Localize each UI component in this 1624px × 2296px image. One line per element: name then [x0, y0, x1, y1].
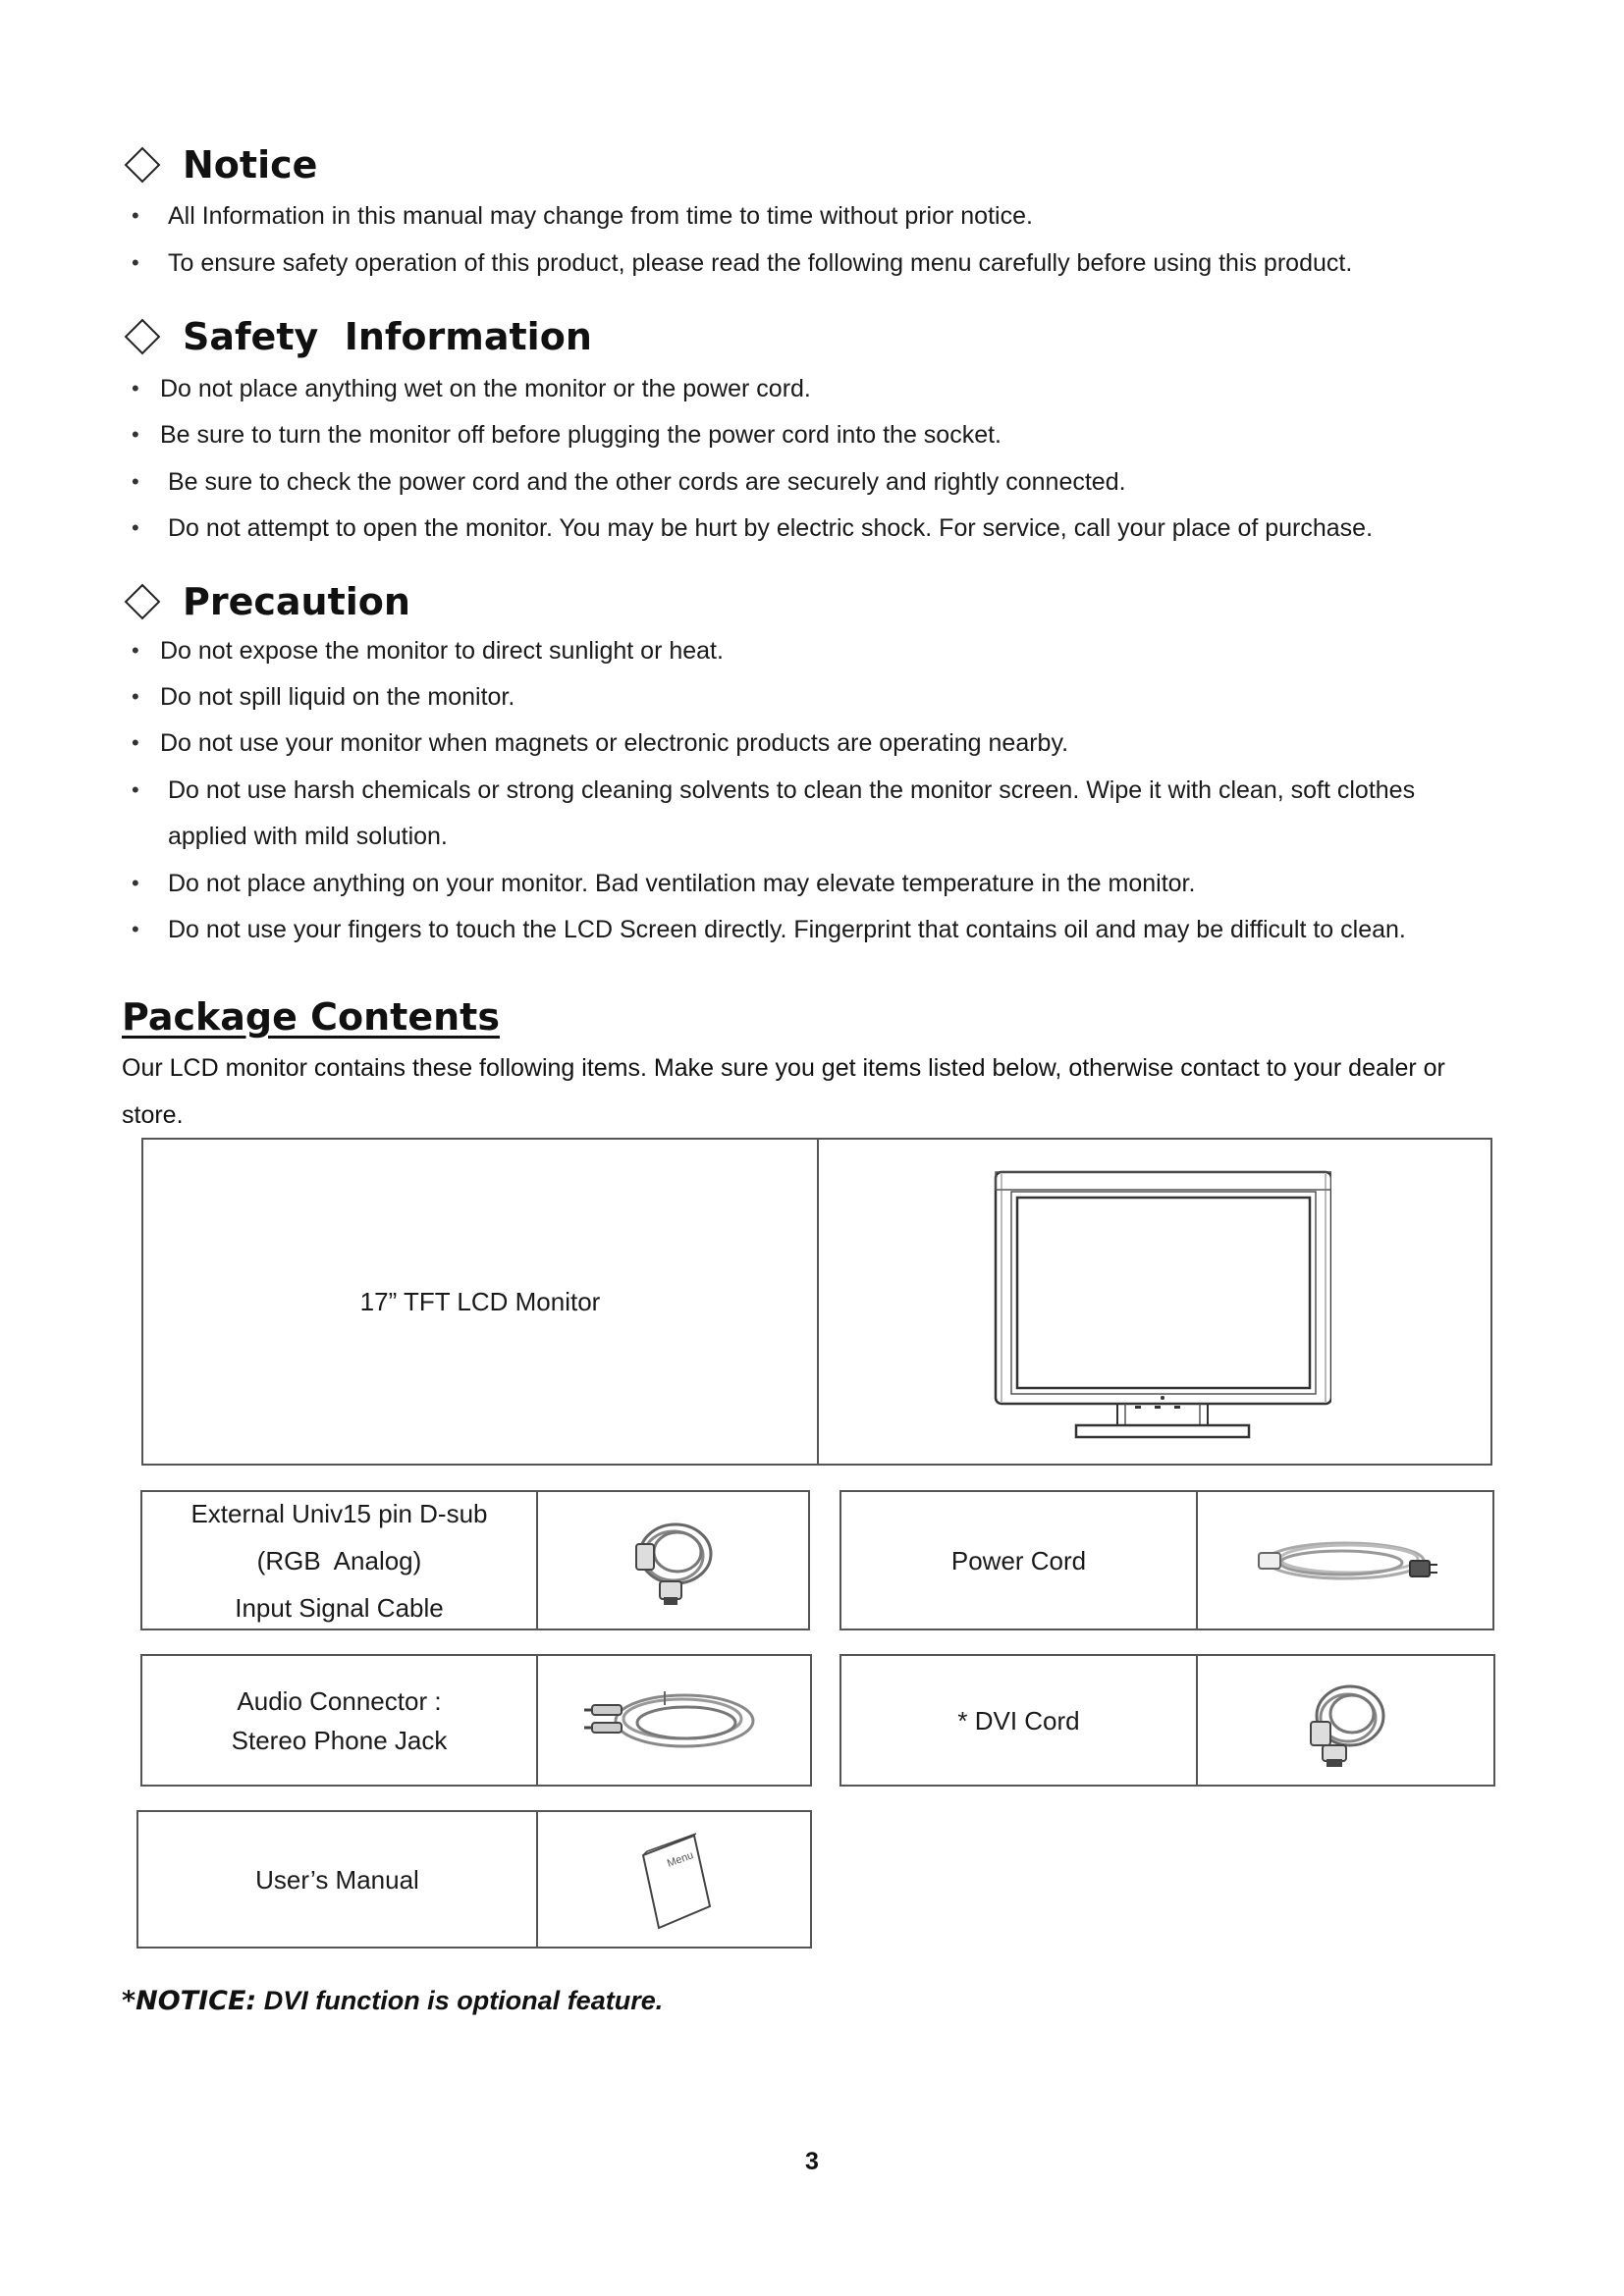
power-cord-image-cell [1198, 1492, 1492, 1629]
package-intro-line: Our LCD monitor contains these following items. Make sure you get items listed below, otherwise contact to your dealer or [122, 1054, 1445, 1082]
bullet-icon: • [132, 730, 139, 755]
precaution-item: Do not spill liquid on the monitor. [160, 683, 515, 711]
safety-item: Be sure to turn the monitor off before plugging the power cord into the socket. [160, 421, 1001, 449]
precaution-item: Do not use your fingers to touch the LCD Screen directly. Fingerprint that contains oil and may be difficult to clean. [168, 916, 1406, 943]
dvi-cord-image-cell [1198, 1656, 1493, 1785]
safety-item: Do not place anything wet on the monitor or the power cord. [160, 375, 811, 402]
package-intro-line: store. [122, 1101, 184, 1129]
precaution-item: Do not expose the monitor to direct sunlight or heat. [160, 637, 724, 665]
dsub-cable-label: Input Signal Cable [235, 1592, 444, 1623]
audio-connector-item-box [140, 1654, 812, 1787]
vga-cable-icon [615, 1507, 732, 1615]
bullet-icon: • [132, 376, 139, 400]
users-manual-label-cell [138, 1812, 536, 1947]
bullet-icon: • [132, 917, 139, 941]
bullet-icon: • [132, 638, 139, 663]
monitor-label-cell [143, 1140, 817, 1464]
power-cord-label-cell [841, 1492, 1196, 1629]
bullet-icon: • [132, 422, 139, 447]
precaution-item: Do not use harsh chemicals or strong cleaning solvents to clean the monitor screen. Wipe it with clean, soft clothes [168, 776, 1416, 804]
package-contents-title: Package Contents [122, 995, 500, 1039]
users-manual-image-cell [538, 1812, 810, 1947]
power-cord-label: Power Cord [950, 1545, 1087, 1575]
power-cord-item-box [839, 1490, 1494, 1630]
audio-connector-label: Audio Connector : [237, 1685, 442, 1716]
power-cord-icon [1247, 1512, 1443, 1610]
notice-item: To ensure safety operation of this product, please read the following menu carefully before using this product. [168, 249, 1353, 277]
notice-title: Notice [183, 143, 318, 187]
bullet-icon: • [132, 515, 139, 540]
precaution-item: Do not place anything on your monitor. Bad ventilation may elevate temperature in the monitor. [168, 870, 1196, 897]
dsub-cable-label: (RGB Analog) [256, 1545, 422, 1575]
safety-heading [122, 309, 592, 364]
dvi-cord-label-cell [841, 1656, 1196, 1785]
manual-cover-text: Menu [665, 1848, 695, 1870]
audio-connector-label-cell [142, 1656, 536, 1785]
notice-heading [122, 137, 317, 192]
dvi-cord-label: * DVI Cord [957, 1705, 1080, 1735]
monitor-image-cell [819, 1140, 1490, 1464]
notice-item: All Information in this manual may change from time to time without prior notice. [168, 202, 1033, 230]
dsub-cable-item-box [140, 1490, 810, 1630]
dsub-cable-image-cell [538, 1492, 808, 1629]
dvi-cord-item-box [839, 1654, 1495, 1787]
diamond-icon [125, 147, 161, 184]
notice-label: *NOTICE: [122, 1986, 257, 2016]
audio-connector-image-cell [538, 1656, 810, 1785]
bullet-icon: • [132, 250, 139, 275]
precaution-title: Precaution [183, 580, 410, 623]
notice-text: DVI function is optional feature. [256, 1986, 664, 2015]
safety-item: Be sure to check the power cord and the other cords are securely and rightly connected. [168, 468, 1126, 496]
users-manual-label: User’s Manual [255, 1864, 419, 1895]
dvi-optional-notice [122, 1986, 663, 2016]
audio-cable-icon [576, 1672, 773, 1770]
dsub-cable-label: External Univ15 pin D-sub [190, 1498, 488, 1528]
diamond-icon [125, 584, 161, 620]
lcd-monitor-icon [978, 1154, 1331, 1449]
monitor-label: 17” TFT LCD Monitor [359, 1287, 601, 1316]
safety-title: Safety Information [183, 315, 592, 358]
safety-item: Do not attempt to open the monitor. You may be hurt by electric shock. For service, call your place of purchase. [168, 514, 1374, 542]
users-manual-item-box [136, 1810, 812, 1949]
manual-booklet-icon [625, 1826, 724, 1934]
bullet-icon: • [132, 203, 139, 228]
bullet-icon: • [132, 684, 139, 709]
precaution-heading [122, 574, 410, 629]
audio-connector-label: Stereo Phone Jack [231, 1725, 448, 1755]
bullet-icon: • [132, 871, 139, 895]
dvi-cable-icon [1287, 1667, 1405, 1775]
precaution-item-continued: applied with mild solution. [168, 823, 448, 850]
dsub-cable-label-cell [142, 1492, 536, 1629]
precaution-item: Do not use your monitor when magnets or electronic products are operating nearby. [160, 729, 1069, 757]
bullet-icon: • [132, 777, 139, 802]
diamond-icon [125, 319, 161, 355]
page-number: 3 [805, 2148, 819, 2175]
bullet-icon: • [132, 469, 139, 494]
monitor-item-box [141, 1138, 1492, 1466]
